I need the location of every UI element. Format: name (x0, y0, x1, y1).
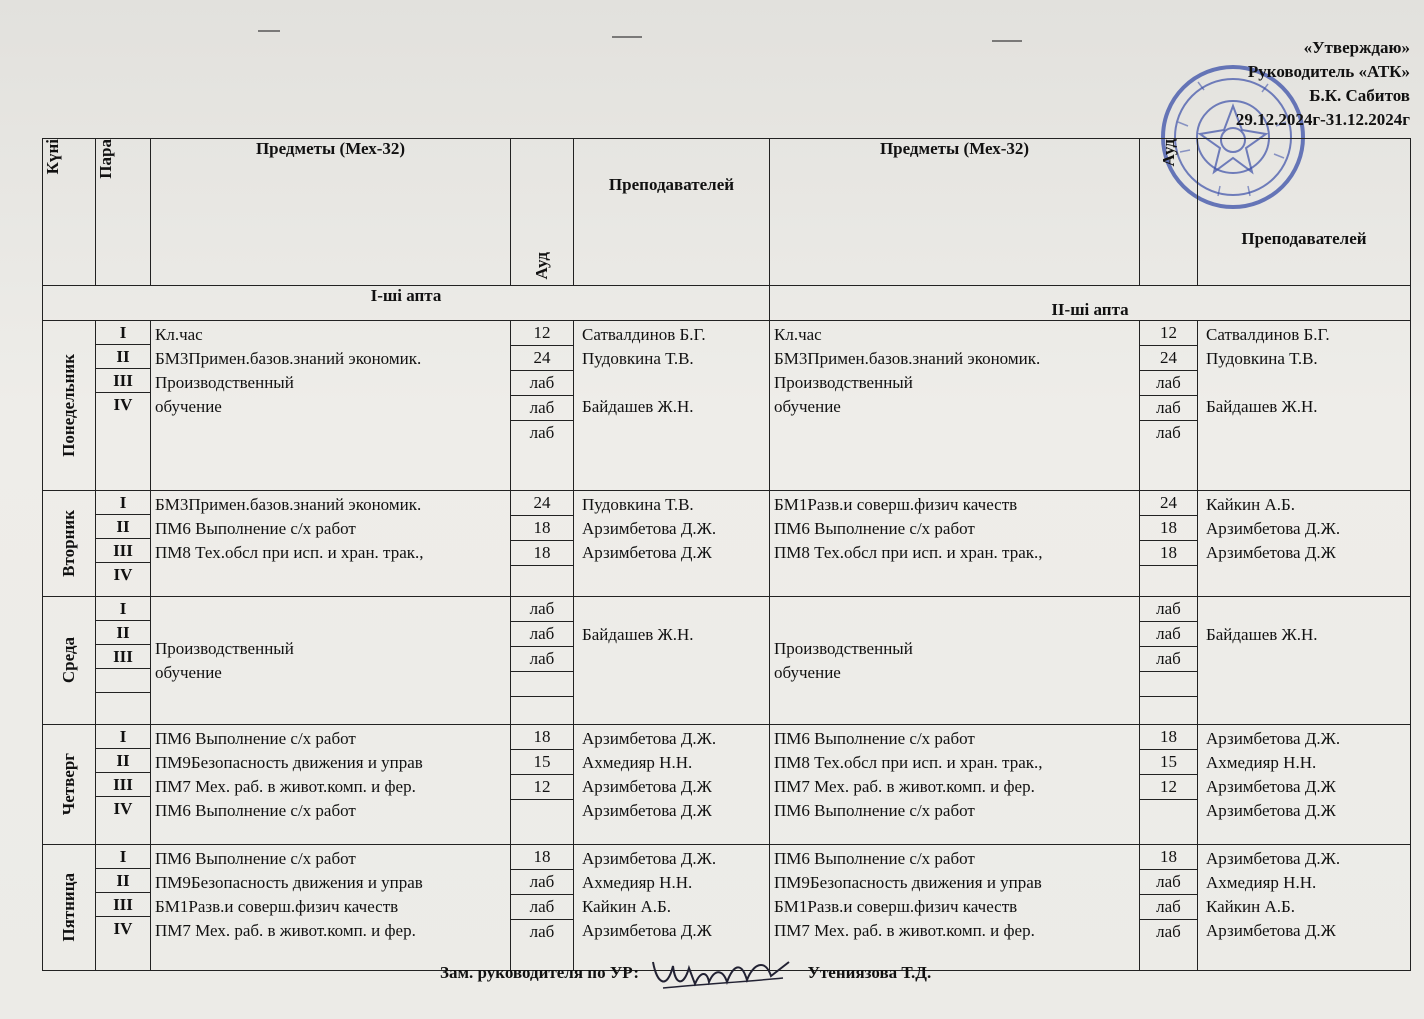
para-number: III (96, 539, 150, 563)
aud-value: лаб (1140, 597, 1197, 622)
para-number: III (96, 773, 150, 797)
day-row (43, 845, 1411, 971)
header-teachers-week2: Преподавателей (1198, 139, 1411, 286)
para-number: III (96, 893, 150, 917)
aud-cell-w1 (511, 845, 574, 971)
aud-cell-w2 (1140, 321, 1198, 491)
teacher-name: Арзимбетова Д.Ж (1206, 801, 1336, 820)
teacher-name: Арзимбетова Д.Ж. (1206, 849, 1341, 868)
aud-cell-w1 (511, 725, 574, 845)
subjects-cell-w2 (770, 321, 1140, 491)
teacher-name: Ахмедияр Н.Н. (1206, 873, 1317, 892)
day-cell (43, 321, 96, 491)
aud-value: 18 (511, 516, 573, 541)
aud-value: 24 (511, 491, 573, 516)
para-cell (96, 725, 151, 845)
subjects-cell-w2 (770, 845, 1140, 971)
aud-value: лаб (1140, 396, 1197, 421)
para-number: I (96, 725, 150, 749)
teacher-name: Кайкин А.Б. (1206, 897, 1296, 916)
scan-mark (612, 36, 642, 38)
day-row (43, 597, 1411, 725)
approval-block (1180, 36, 1410, 132)
subject-line: БМ3Примен.базов.знаний экономик. (774, 349, 1041, 368)
day-row (43, 725, 1411, 845)
teacher-name: Пудовкина Т.В. (582, 349, 694, 368)
aud-value: лаб (1156, 423, 1181, 442)
aud-value: лаб (529, 423, 555, 442)
teachers-cell-w1 (574, 597, 770, 725)
subject-line: ПМ9Безопасность движения и управ (774, 873, 1042, 892)
subject-line: Производственный (774, 638, 913, 658)
aud-cell-w2 (1140, 845, 1198, 971)
header-subjects-week1: Предметы (Мех-32) (151, 139, 511, 286)
aud-value: лаб (511, 622, 573, 647)
teacher-name (1206, 599, 1402, 623)
para-number: IV (113, 565, 133, 584)
header-para: Пара (96, 139, 151, 286)
scan-mark (992, 40, 1022, 42)
aud-value (1140, 697, 1197, 721)
day-cell (43, 725, 96, 845)
subject-line: ПМ7 Мех. раб. в живот.комп. и фер. (155, 777, 416, 796)
subjects-cell-w1 (151, 845, 511, 971)
subjects-cell-w1 (151, 597, 511, 725)
subjects-cell-w2 (770, 597, 1140, 725)
aud-value: лаб (1156, 922, 1181, 941)
para-number: IV (113, 799, 133, 818)
aud-value: 24 (1140, 491, 1197, 516)
aud-value (1140, 800, 1197, 824)
teacher-name: Сатвалдинов Б.Г. (582, 325, 706, 344)
teacher-name: Байдашев Ж.Н. (582, 625, 694, 644)
teacher-name: Байдашев Ж.Н. (1206, 397, 1318, 416)
subject-line: ПМ7 Мех. раб. в живот.комп. и фер. (774, 921, 1035, 940)
teacher-name: Арзимбетова Д.Ж (1206, 543, 1336, 562)
subject-line: ПМ6 Выполнение с/х работ (155, 801, 356, 820)
day-cell (43, 597, 96, 725)
subject-line: БМ3Примен.базов.знаний экономик. (155, 495, 422, 514)
para-number (96, 669, 150, 693)
subject-line: ПМ8 Тех.обсл при исп. и хран. трак., (774, 753, 1043, 772)
teacher-name: Арзимбетова Д.Ж (582, 777, 712, 796)
para-number: I (96, 845, 150, 869)
teacher-name: Арзимбетова Д.Ж. (1206, 729, 1341, 748)
teachers-cell-w1 (574, 845, 770, 971)
teacher-name: Кайкин А.Б. (582, 897, 672, 916)
subject-line: ПМ6 Выполнение с/х работ (774, 849, 975, 868)
subject-line: обучение (155, 662, 222, 682)
header-subjects-week2: Предметы (Мех-32) (770, 139, 1140, 286)
subject-line: обучение (155, 397, 222, 416)
approval-name: Б.К. Сабитов (1309, 86, 1410, 105)
aud-value: лаб (511, 870, 573, 895)
aud-value (1140, 566, 1197, 590)
day-row (43, 321, 1411, 491)
teacher-name (582, 371, 761, 395)
aud-value (1140, 672, 1197, 697)
signature-line (440, 954, 931, 994)
subject-line: обучение (774, 397, 841, 416)
aud-value: 18 (1140, 541, 1197, 566)
aud-cell-w2 (1140, 725, 1198, 845)
handwritten-signature-icon (643, 954, 793, 994)
subject-line: Производственный (774, 373, 913, 392)
aud-value: лаб (511, 597, 573, 622)
approval-dates: 29.12.2024г-31.12.2024г (1235, 110, 1410, 129)
teacher-name: Ахмедияр Н.Н. (1206, 753, 1317, 772)
day-cell (43, 491, 96, 597)
day-name: Понедельник (59, 354, 78, 457)
subject-line: БМ1Разв.и соверш.физич качеств (774, 495, 1018, 514)
aud-value: 12 (511, 775, 573, 800)
aud-cell-w2 (1140, 491, 1198, 597)
aud-cell-w1 (511, 321, 574, 491)
subject-line: ПМ6 Выполнение с/х работ (155, 519, 356, 538)
aud-value: лаб (529, 922, 555, 941)
aud-value: 24 (511, 346, 573, 371)
subjects-cell-w1 (151, 321, 511, 491)
aud-value: 18 (1140, 845, 1197, 870)
teachers-cell-w1 (574, 321, 770, 491)
day-cell (43, 845, 96, 971)
teacher-name: Байдашев Ж.Н. (582, 397, 694, 416)
aud-value: 18 (1140, 516, 1197, 541)
subject-line: ПМ8 Тех.обсл при исп. и хран. трак., (774, 543, 1043, 562)
week-row (43, 286, 1411, 321)
approval-title: «Утверждаю» (1303, 38, 1410, 57)
header-row (43, 139, 1411, 286)
teacher-name: Пудовкина Т.В. (582, 495, 694, 514)
day-name: Пятница (59, 873, 78, 942)
teacher-name: Ахмедияр Н.Н. (582, 873, 693, 892)
para-number: I (96, 491, 150, 515)
teacher-name: Ахмедияр Н.Н. (582, 753, 693, 772)
aud-cell-w1 (511, 491, 574, 597)
subject-line: ПМ6 Выполнение с/х работ (774, 801, 975, 820)
teachers-cell-w2 (1198, 845, 1411, 971)
subject-line: ПМ7 Мех. раб. в живот.комп. и фер. (155, 921, 416, 940)
signer-role: Зам. руководителя по УР: (440, 962, 639, 982)
aud-cell-w2 (1140, 597, 1198, 725)
subjects-cell-w1 (151, 725, 511, 845)
aud-value: лаб (511, 647, 573, 672)
header-aud-week1: Ауд (511, 139, 574, 286)
aud-value: 18 (1140, 725, 1197, 750)
para-number: III (96, 369, 150, 393)
aud-value: 15 (511, 750, 573, 775)
aud-value: лаб (1140, 647, 1197, 672)
subject-line: ПМ6 Выполнение с/х работ (155, 849, 356, 868)
teacher-name: Арзимбетова Д.Ж (1206, 921, 1336, 940)
subject-line: Производственный (155, 638, 294, 658)
teacher-name: Пудовкина Т.В. (1206, 349, 1318, 368)
teacher-name: Арзимбетова Д.Ж (582, 921, 712, 940)
teacher-name: Кайкин А.Б. (1206, 495, 1296, 514)
subject-line: ПМ7 Мех. раб. в живот.комп. и фер. (774, 777, 1035, 796)
aud-value: 12 (1140, 775, 1197, 800)
para-number (96, 693, 150, 716)
teacher-name: Арзимбетова Д.Ж. (582, 849, 717, 868)
subject-line: обучение (774, 662, 841, 682)
subject-line: ПМ8 Тех.обсл при исп. и хран. трак., (155, 543, 424, 562)
para-cell (96, 321, 151, 491)
teacher-name (582, 599, 761, 623)
para-number: II (96, 515, 150, 539)
teacher-name: Арзимбетова Д.Ж. (582, 519, 717, 538)
teacher-name (1206, 371, 1402, 395)
para-number: II (96, 345, 150, 369)
header-aud-week2: Ауд (1140, 139, 1198, 286)
subject-line: ПМ6 Выполнение с/х работ (774, 729, 975, 748)
subject-line: ПМ9Безопасность движения и управ (155, 873, 423, 892)
subject-line: БМ1Разв.и соверш.физич качеств (155, 897, 399, 916)
day-row (43, 491, 1411, 597)
teachers-cell-w2 (1198, 725, 1411, 845)
teachers-cell-w1 (574, 725, 770, 845)
approval-position: Руководитель «АТК» (1247, 62, 1410, 81)
teacher-name: Сатвалдинов Б.Г. (1206, 325, 1330, 344)
teacher-name: Арзимбетова Д.Ж. (582, 729, 717, 748)
aud-value: 18 (511, 845, 573, 870)
aud-value: 24 (1140, 346, 1197, 371)
aud-value: 18 (511, 541, 573, 566)
teachers-cell-w2 (1198, 597, 1411, 725)
aud-value (511, 697, 573, 721)
subject-line: Кл.час (774, 325, 822, 344)
aud-value: 18 (511, 725, 573, 750)
aud-cell-w1 (511, 597, 574, 725)
aud-value: 12 (511, 321, 573, 346)
para-number: II (96, 749, 150, 773)
para-number: I (96, 321, 150, 345)
subject-line: ПМ6 Выполнение с/х работ (774, 519, 975, 538)
schedule-table (42, 138, 1411, 971)
day-name: Среда (59, 637, 78, 684)
subject-line: Производственный (155, 373, 294, 392)
week-two-label: II-ші апта (770, 286, 1411, 321)
para-number: IV (113, 919, 133, 938)
aud-value: лаб (1140, 895, 1197, 920)
para-cell (96, 491, 151, 597)
scan-mark (258, 30, 280, 32)
subjects-cell-w2 (770, 725, 1140, 845)
subject-line: БМ1Разв.и соверш.физич качеств (774, 897, 1018, 916)
teacher-name: Арзимбетова Д.Ж (582, 543, 712, 562)
day-name: Вторник (59, 510, 78, 577)
aud-value: лаб (511, 396, 573, 421)
para-cell (96, 845, 151, 971)
para-number: II (96, 621, 150, 645)
aud-value: лаб (1140, 870, 1197, 895)
aud-value (511, 672, 573, 697)
header-teachers-week1: Преподавателей (574, 139, 770, 286)
para-cell (96, 597, 151, 725)
subjects-cell-w2 (770, 491, 1140, 597)
subject-line: ПМ6 Выполнение с/х работ (155, 729, 356, 748)
aud-value (511, 800, 573, 824)
week-one-label: I-ші апта (43, 286, 770, 321)
teachers-cell-w1 (574, 491, 770, 597)
para-number: III (96, 645, 150, 669)
teacher-name: Арзимбетова Д.Ж. (1206, 519, 1341, 538)
para-number: IV (113, 395, 133, 414)
subject-line: ПМ9Безопасность движения и управ (155, 753, 423, 772)
aud-value: 15 (1140, 750, 1197, 775)
subjects-cell-w1 (151, 491, 511, 597)
signer-name: Утениязова Т.Д. (807, 962, 932, 982)
teacher-name: Арзимбетова Д.Ж (582, 801, 712, 820)
aud-value: 12 (1140, 321, 1197, 346)
teachers-cell-w2 (1198, 491, 1411, 597)
teacher-name: Байдашев Ж.Н. (1206, 625, 1318, 644)
subject-line: Кл.час (155, 325, 203, 344)
para-number: I (96, 597, 150, 621)
teacher-name: Арзимбетова Д.Ж (1206, 777, 1336, 796)
para-number: II (96, 869, 150, 893)
aud-value (511, 566, 573, 590)
aud-value: лаб (511, 371, 573, 396)
header-day: Күні (43, 139, 96, 286)
aud-value: лаб (511, 895, 573, 920)
day-name: Четверг (59, 753, 78, 816)
aud-value: лаб (1140, 371, 1197, 396)
teachers-cell-w2 (1198, 321, 1411, 491)
aud-value: лаб (1140, 622, 1197, 647)
subject-line: БМ3Примен.базов.знаний экономик. (155, 349, 422, 368)
